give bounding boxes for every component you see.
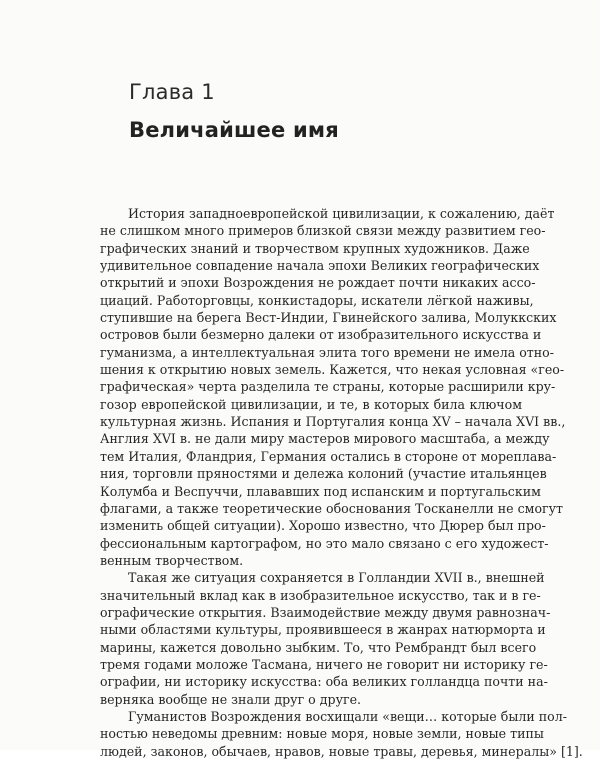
text-line: значительный вклад как в изобразительное искусство, так и в ге- (100, 587, 541, 603)
text-line: Англия XVI в. не дали миру мастеров мирового масштаба, а между (100, 431, 550, 447)
text-line: флагами, а также теоретические обоснования Тосканелли не смогут (100, 500, 564, 516)
text-line: ступившие на берега Вест-Индии, Гвинейского залива, Молуккских (100, 310, 557, 326)
text-line: графическая» черта разделила те страны, которые расширили кру- (100, 379, 556, 395)
text-line: шения к открытию новых земель. Кажется, что некая условная «гео- (100, 362, 565, 378)
paragraph (100, 569, 551, 708)
text-line: ностью неведомы древним: новые моря, новые земли, новые типы (100, 726, 544, 742)
text-line: тремя годами моложе Тасмана, ничего не говорит ни историку ге- (100, 656, 548, 672)
text-line: Такая же ситуация сохраняется в Голландии XVII в., внешней (128, 570, 545, 586)
chapter-title: Величайшее имя (129, 118, 339, 142)
text-line: марины, кажется довольно зыбким. То, что Рембрандт был всего (100, 639, 537, 655)
text-line: культурная жизнь. Испания и Португалия конца XV – начала XVI вв., (100, 414, 566, 430)
text-line: верняка вообще не знали друг о друге. (100, 691, 362, 707)
text-line: ографии, ни историку искусства: оба великих голландца почти на- (100, 674, 548, 690)
body-text (100, 205, 583, 760)
text-line: ографические открытия. Взаимодействие между двумя равнознач- (100, 604, 551, 620)
text-line: удивительное совпадение начала эпохи Великих географических (100, 258, 540, 274)
text-line: циаций. Работорговцы, конкистадоры, искатели лёгкой наживы, (100, 292, 534, 308)
text-line: тем Италия, Фландрия, Германия остались в стороне от мореплава- (100, 448, 557, 464)
text-line: Гуманистов Возрождения восхищали «вещи… которые были пол- (128, 708, 567, 724)
text-line: открытий и эпохи Возрождения не рождает почти никаких ассо- (100, 275, 536, 291)
text-line: Колумба и Веспуччи, плававших под испанским и португальским (100, 483, 541, 499)
paragraph (100, 205, 566, 569)
text-line: изменить общей ситуации). Хорошо известно, что Дюрер был про- (100, 518, 546, 534)
text-line: венным творчеством. (100, 552, 244, 568)
text-line: людей, законов, обычаев, нравов, новые травы, деревья, минералы» [1]. (100, 743, 583, 759)
text-line: ными областями культуры, проявившееся в жанрах натюрморта и (100, 622, 546, 638)
text-line: не слишком много примеров близкой связи между развитием гео- (100, 223, 546, 239)
chapter-number: Глава 1 (129, 80, 215, 104)
text-line: фессиональным картографом, но это мало связано с его художест- (100, 535, 549, 551)
text-line: графических знаний и творчеством крупных художников. Даже (100, 240, 530, 256)
text-line: История западноевропейской цивилизации, к сожалению, даёт (128, 206, 555, 221)
paragraph (100, 708, 583, 760)
text-line: островов были безмерно далеки от изобразительного искусства и (100, 327, 542, 343)
text-line: гозор европейской цивилизации, и те, в которых била ключом (100, 396, 522, 412)
text-line: ния, торговли пряностями и дележа колоний (участие итальянцев (100, 466, 547, 482)
text-line: гуманизма, а интеллектуальная элита того времени не имела отно- (100, 344, 555, 360)
